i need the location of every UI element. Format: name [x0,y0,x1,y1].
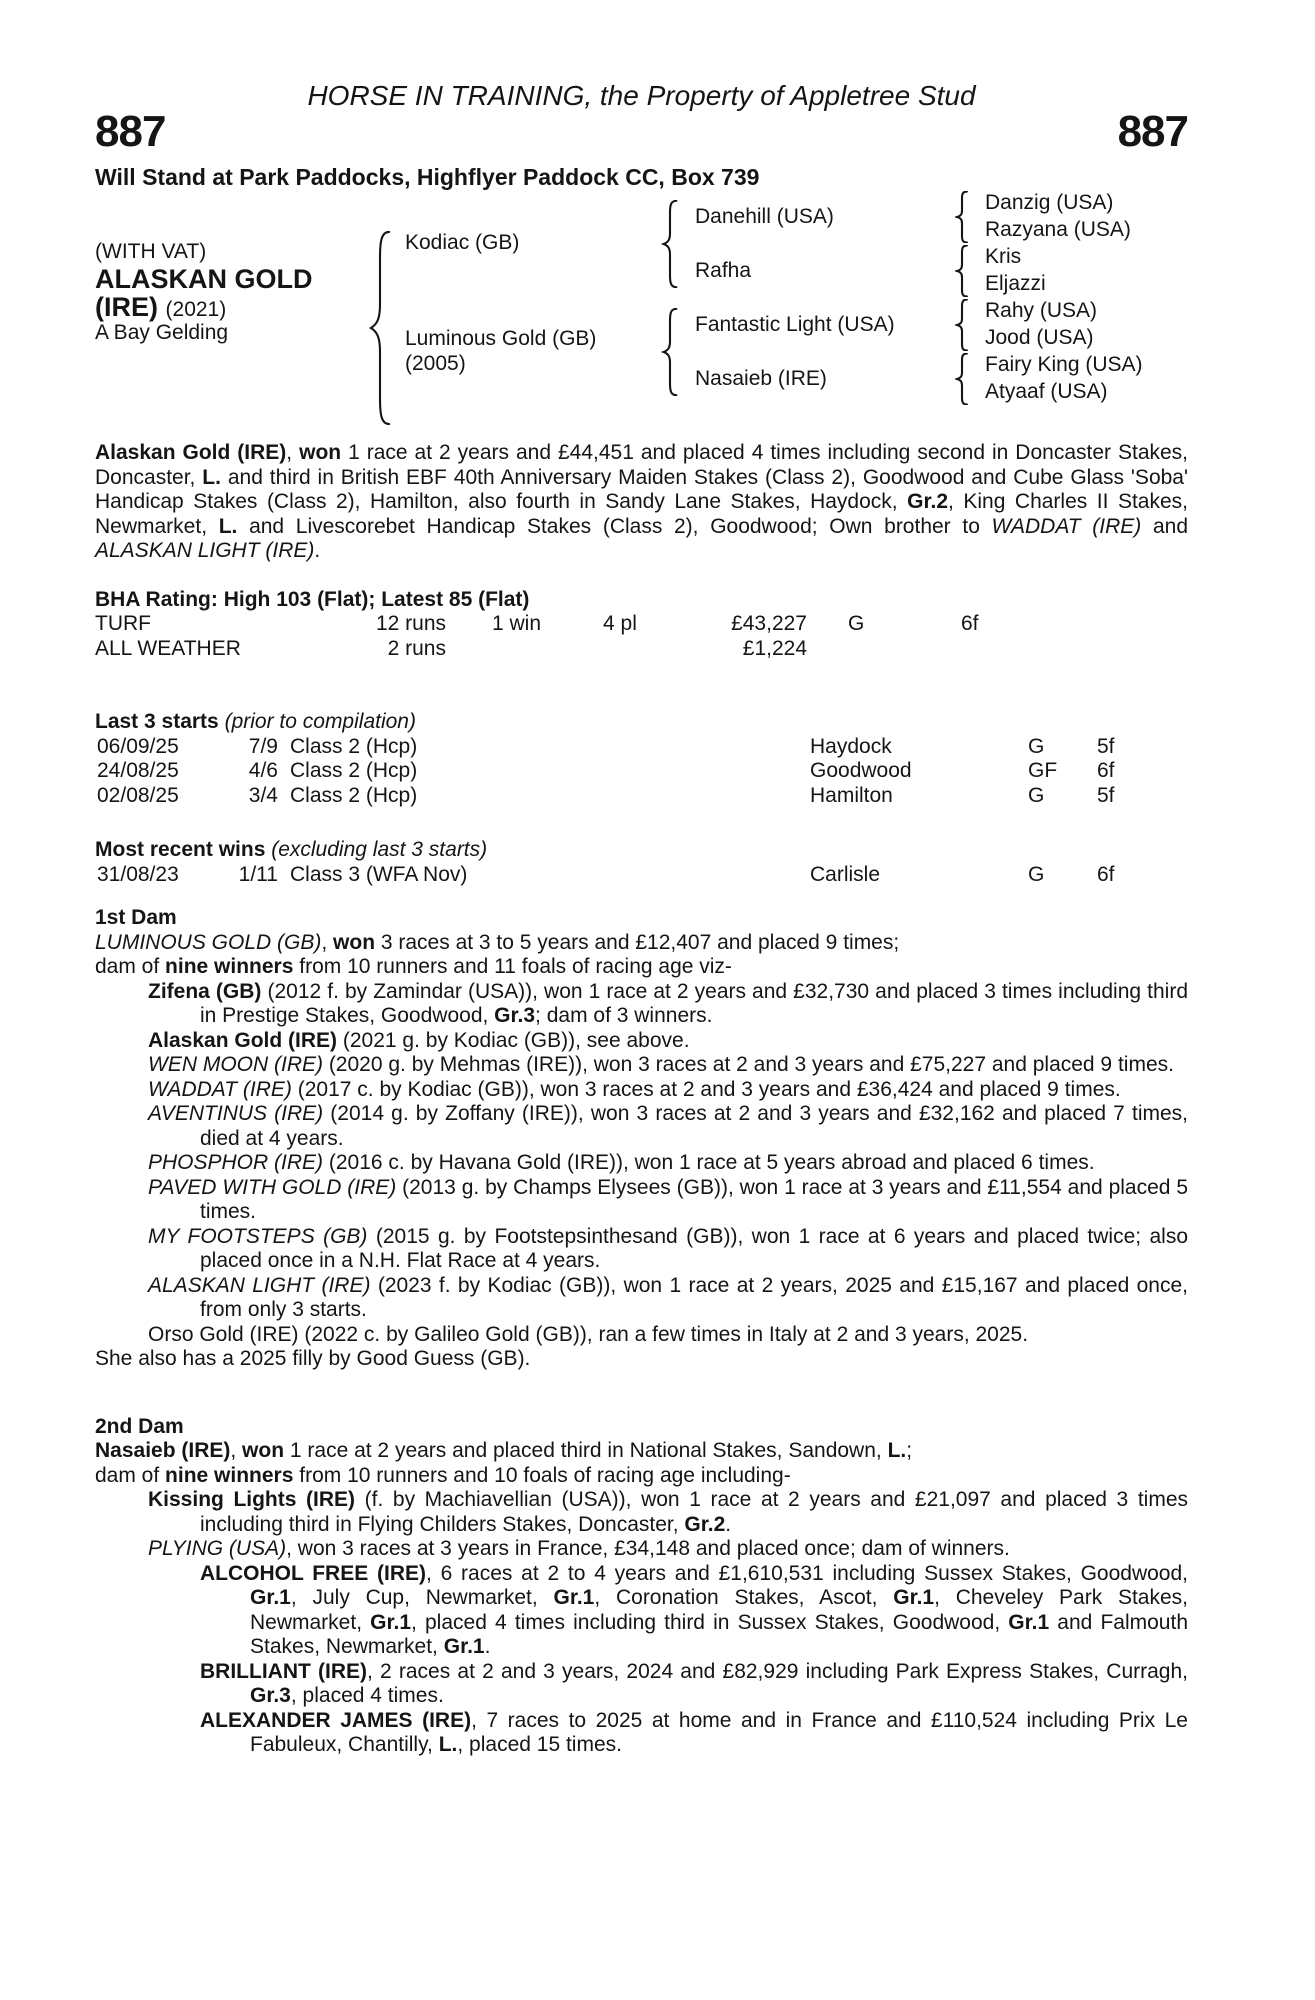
bha-wins: 1 win [492,612,542,635]
last-starts-heading [95,710,1188,735]
second-dam-section [95,1415,1188,1758]
start-going: G [1028,734,1045,758]
start-race-class: Class 2 (Hcp) [290,759,418,782]
pedigree-gen3-entry: Danzig (USA) [985,191,1114,214]
bha-earnings: £1,224 [742,636,807,660]
bha-places: 4 pl [603,612,637,635]
dam-entry: BRILLIANT (IRE), 2 races at 2 and 3 years, 2024 and £82,929 including Park Express Stakes, Curragh, Gr.3, placed 4 times. [200,1659,1188,1707]
pedigree-dam-name: Luminous Gold (GB) [405,327,597,350]
dam-entry: ALASKAN LIGHT (IRE) (2023 f. by Kodiac (GB)), won 1 race at 2 years, 2025 and £15,167 and placed once, from only 3 starts. [148,1273,1188,1321]
dam-entry: She also has a 2025 filly by Good Guess (GB). [95,1347,531,1370]
bha-distance: 6f [961,612,979,635]
dam-entry: Kissing Lights (IRE) (f. by Machiavellian (USA)), won 1 race at 2 years and £21,097 and placed 3 times including third in Flying Childers Stakes, Doncaster, Gr.2. [148,1488,1189,1536]
pedigree-horse-name: ALASKAN GOLD [95,264,313,294]
lot-number-row [95,107,1188,156]
bha-earnings: £43,227 [731,612,807,635]
start-course: Goodwood [810,759,912,782]
dam-entry: MY FOOTSTEPS (GB) (2015 g. by Footstepsinthesand (GB)), won 1 race at 6 years and placed twice; also placed once in a N.H. Flat Race at 4 years. [148,1224,1189,1272]
start-going: G [1028,783,1045,807]
bha-surface: TURF [95,612,151,635]
pedigree-dam-year: (2005) [405,351,466,375]
start-date: 24/08/25 [97,759,179,782]
pedigree-brace-sire [661,200,679,288]
bha-row-all-weather [95,637,1188,662]
dam-entry: ALEXANDER JAMES (IRE), 7 races to 2025 at home and in France and £110,524 including Prix Le Fabuleux, Chantilly, L., placed 15 times. [200,1708,1188,1756]
win-date: 31/08/23 [97,862,179,886]
lot-number-left: 887 [95,107,166,156]
start-going: GF [1028,759,1058,782]
pedigree-dam [405,327,596,376]
bha-surface: ALL WEATHER [95,636,241,660]
pedigree-horse-suffix: (IRE) [95,292,158,322]
pedigree-foal-year: (2021) [165,298,227,321]
pedigree-gen2-entry: Rafha [695,259,752,282]
pedigree-gen3-entry: Fairy King (USA) [985,353,1143,376]
start-position: 7/9 [248,734,278,758]
start-race-class: Class 2 (Hcp) [290,783,418,807]
pedigree-brace-gen3 [955,353,969,405]
pedigree-gen3-entry: Jood (USA) [985,326,1094,349]
dam-entry: LUMINOUS GOLD (GB), won 3 races at 3 to 5 years and £12,407 and placed 9 times; [95,930,900,954]
pedigree-brace-gen3 [955,299,969,351]
stand-location-line: Will Stand at Park Paddocks, Highflyer Paddock CC, Box 739 [95,164,760,190]
start-course: Haydock [810,734,892,758]
dam-entry: AVENTINUS (IRE) (2014 g. by Zoffany (IRE)), won 3 races at 2 and 3 years and £32,162 and placed 7 times, died at 4 years. [148,1102,1189,1150]
start-course: Hamilton [810,783,893,807]
first-dam-section [95,906,1188,1372]
start-race-class: Class 2 (Hcp) [290,734,418,758]
dam-entry: PLYING (USA), won 3 races at 3 years in France, £34,148 and placed once; dam of winners. [148,1537,1010,1560]
win-distance: 6f [1097,862,1115,886]
pedigree-gen3-entry: Atyaaf (USA) [985,380,1108,403]
pedigree-table [95,191,1188,406]
pedigree-gen2-entry: Fantastic Light (USA) [695,313,895,336]
lot-number-right: 887 [1117,107,1188,156]
page-content [95,0,1188,1758]
win-position: 1/11 [238,862,278,886]
last-starts-title: Last 3 starts [95,710,219,733]
dam-entry: WEN MOON (IRE) (2020 g. by Mehmas (IRE)), won 3 races at 2 and 3 years and £75,227 and placed 9 times. [148,1053,1174,1076]
pedigree-gen3-entry: Eljazzi [985,272,1046,295]
start-row [95,784,1188,809]
pedigree-sire: Kodiac (GB) [405,231,520,254]
start-distance: 5f [1097,783,1115,807]
pedigree-gen3-entry: Razyana (USA) [985,218,1131,241]
start-distance: 5f [1097,734,1115,758]
pedigree-sex-line: A Bay Gelding [95,321,229,344]
pedigree-brace-gen3 [955,191,969,243]
start-distance: 6f [1097,759,1115,782]
last-starts-note: (prior to compilation) [224,710,416,733]
start-row [95,735,1188,760]
recent-wins-title: Most recent wins [95,838,266,861]
dam-entry: Orso Gold (IRE) (2022 c. by Galileo Gold (GB)), ran a few times in Italy at 2 and 3 years, 2025. [148,1322,1029,1346]
bha-row-turf [95,612,1188,637]
dam-entry: Alaskan Gold (IRE) (2021 g. by Kodiac (GB)), see above. [148,1028,690,1052]
start-row [95,759,1188,784]
race-record-paragraph: Alaskan Gold (IRE), won 1 race at 2 years and £44,451 and placed 4 times including second in Doncaster Stakes, Doncaster, L. and third in British EBF 40th Anniversary Maiden Stakes (Class 2), Goodwood and Cube Glass 'Soba' Handicap Stakes (Class 2), Hamilton, also fourth in Sandy Lane Stakes, Haydock, Gr.2, King Charles II Stakes, Newmarket, L. and Livescorebet Handicap Stakes (Class 2), Goodwood; Own brother to WADDAT (IRE) and ALASKAN LIGHT (IRE). [95,441,1189,562]
win-going: G [1028,862,1045,886]
dam-entry: PAVED WITH GOLD (IRE) (2013 g. by Champs Elysees (GB)), won 1 race at 3 years and £11,554 and placed 5 times. [148,1175,1189,1223]
pedigree-vat-note: (WITH VAT) [95,240,207,263]
bha-runs: 12 runs [375,612,446,635]
start-date: 06/09/25 [97,734,179,758]
pedigree-gen2-entry: Nasaieb (IRE) [695,367,827,390]
dam-entry: dam of nine winners from 10 runners and 10 foals of racing age including- [95,1463,791,1487]
bha-rating-heading: BHA Rating: High 103 (Flat); Latest 85 (Flat) [95,587,530,611]
dam-entry: PHOSPHOR (IRE) (2016 c. by Havana Gold (IRE)), won 1 race at 5 years abroad and placed 6 times. [148,1151,1095,1174]
pedigree-gen2-entry: Danehill (USA) [695,205,834,228]
pedigree-brace-gen1 [367,230,393,426]
bha-going: G [848,612,865,635]
win-row [95,863,1188,888]
dam-entry: Zifena (GB) (2012 f. by Zamindar (USA)), won 1 race at 2 years and £32,730 and placed 3 times including third in Prestige Stakes, Goodwood, Gr.3; dam of 3 winners. [148,979,1188,1027]
pedigree-horse-suffix-year [95,293,226,324]
recent-wins-section [95,838,1188,887]
last-starts-section [95,710,1188,808]
recent-wins-note: (excluding last 3 starts) [271,838,488,861]
recent-wins-heading [95,838,1188,863]
pedigree-brace-gen3 [955,245,969,297]
pedigree-gen3-entry: Kris [985,245,1022,268]
start-position: 4/6 [248,759,278,782]
dam-entry: dam of nine winners from 10 runners and 11 foals of racing age viz- [95,955,732,978]
first-dam-heading: 1st Dam [95,906,177,929]
win-race-class: Class 3 (WFA Nov) [290,862,468,886]
start-position: 3/4 [248,783,278,807]
pedigree-brace-dam [661,308,679,396]
start-date: 02/08/25 [97,783,179,807]
pedigree-gen3-entry: Rahy (USA) [985,299,1098,322]
bha-rating-section [95,588,1188,662]
second-dam-heading: 2nd Dam [95,1414,184,1438]
win-course: Carlisle [810,862,881,886]
bha-runs: 2 runs [387,636,446,660]
dam-entry: ALCOHOL FREE (IRE), 6 races at 2 to 4 years and £1,610,531 including Sussex Stakes, Goodwood, Gr.1, July Cup, Newmarket, Gr.1, Coronation Stakes, Ascot, Gr.1, Cheveley Park Stakes, Newmarket, Gr.1, placed 4 times including third in Sussex Stakes, Goodwood, Gr.1 and Falmouth Stakes, Newmarket, Gr.1. [200,1561,1189,1658]
page-title: HORSE IN TRAINING, the Property of Appletree Stud [307,80,976,111]
dam-entry: Nasaieb (IRE), won 1 race at 2 years and placed third in National Stakes, Sandown, L.; [95,1439,913,1462]
dam-entry: WADDAT (IRE) (2017 c. by Kodiac (GB)), won 3 races at 2 and 3 years and £36,424 and placed 9 times. [148,1077,1121,1101]
